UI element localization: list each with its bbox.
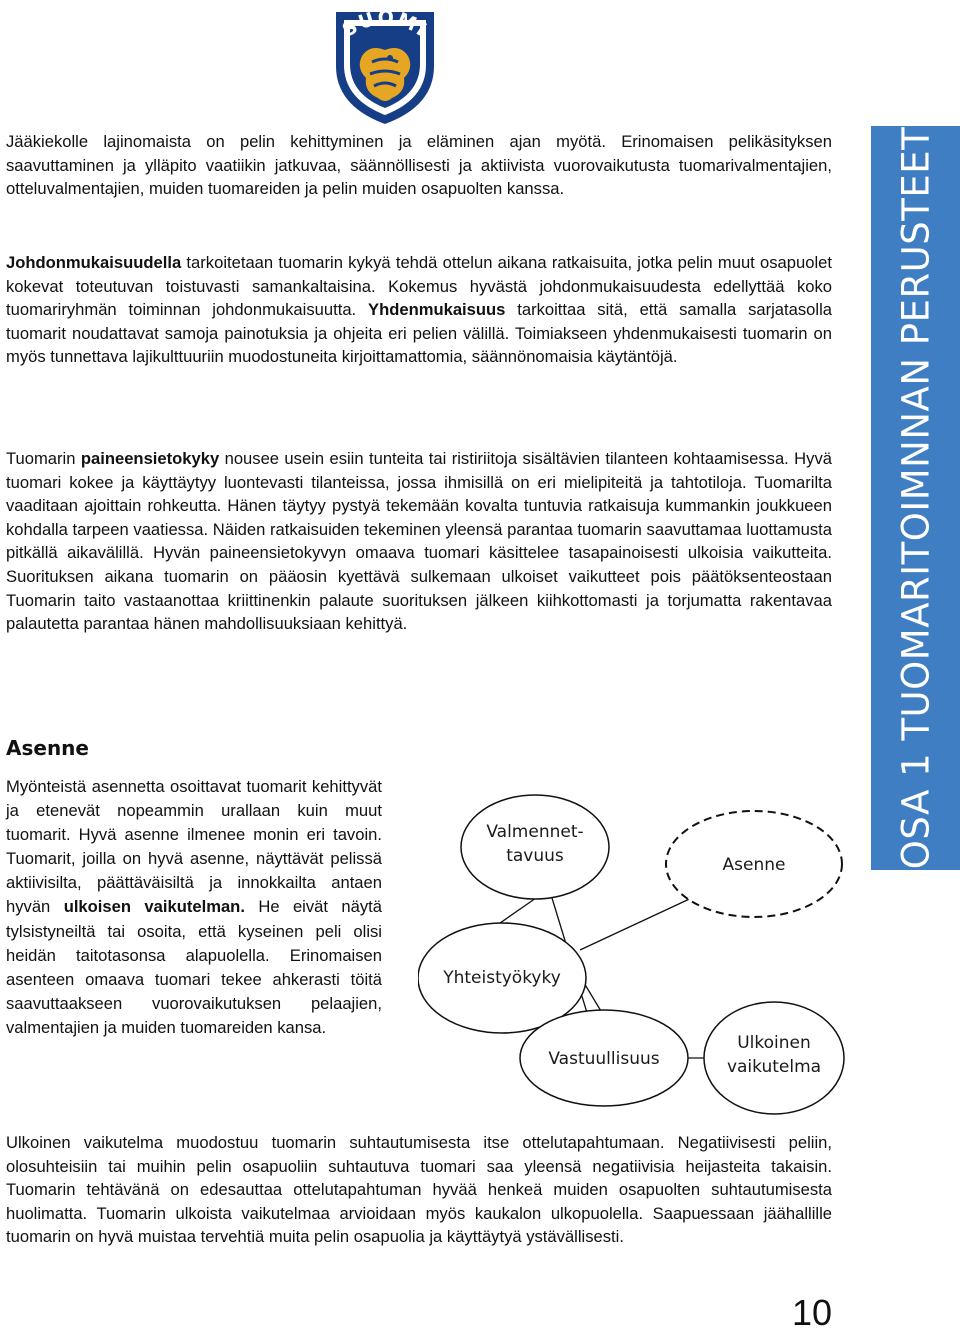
term-yhdenmukaisuus: Yhdenmukaisuus bbox=[368, 300, 506, 320]
paragraph-text: nousee usein esiin tunteita tai ristiriitoja sisältävien tilanteen kohtaamisessa. Hyvä tuomari kokee ja käyttäytyy luontevasti tilanteissa, jossa ihmisillä on eri mielipiteitä ja tahtotiloja. Tuomarilta vaaditaan ajoittain rohkeutta. Hänen täytyy pystyä tekemään kovalta tuntuvia ratkaisuja kummankin joukkueen kohdalla tarpeen vaatiessa. Näiden ratkaisuiden tekeminen yleensä parantaa tuomarin saavuttamaa luottamusta pitkällä aikavälillä. Hyvän paineensietokyvyn omaava tuomari käsittelee tasapainoisesti ulkoisia vaikutteita. Suorituksen aikana tuomarin on pääosin kyettävä sulkemaan ulkoiset vaikutteet pois päätöksenteostaan Tuomarin taito vastaanottaa kriittinenkin palaute suorituksen jälkeen kiihkottomasti ja torjumatta rakentavaa palautetta parantaa hänen mahdollisuuksiaan kehittyä. bbox=[6, 449, 832, 634]
term-johdonmukaisuus: Johdonmukaisuudella bbox=[6, 253, 182, 272]
node-label: Vastuullisuus bbox=[548, 1049, 660, 1069]
paragraph-text: tarkoittaa sitä, että samalla sarjatasolla tuomarit noudattavat samoja painotuksia ja ohjeita eri pelien välillä. Toimiakseen yhdenmukaisesti tuomarin on myös tunnettava lajikulttuuriin muodostuneita kirjoittamattomia, säännönomaisia käytäntöjä. bbox=[6, 300, 832, 367]
page-number: 10 bbox=[791, 1292, 832, 1333]
paragraph-text: Myönteistä asennetta osoittavat tuomarit kehittyvät ja etenevät nopeammin urallaan kuin muut tuomarit. Hyvä asenne ilmenee monin eri tavoin. Tuomarit, joilla on hyvä asenne, näyttävät pelissä aktiivisilta, päättäväisiltä ja innokkailta antaen hyvän bbox=[6, 777, 382, 917]
section-title: OSA 1 TUOMARITOIMNNAN PERUSTEET bbox=[894, 126, 937, 870]
node-label: Valmennet- bbox=[486, 822, 584, 842]
paragraph-external-impression: Ulkoinen vaikutelma muodostuu tuomarin suhtautumisesta itse ottelutapahtumaan. Negatiivisesti peliin, olosuhteisiin tai muihin pelin osapuoliin suhtautuva tuomari saa yleensä negatiivisia heijasteita takaisin. Tuomarin tehtävänä on edesauttaa ottelutapahtuman hyvää henkeä muiden osapuolten suhtautumisesta huolimatta. Tuomarin ulkoista vaikutelmaa arvioidaan myös kaukalon ulkopuolella. Saapuessaan jäähallille tuomarin on hyvä muistaa tervehtiä muita pelin osapuolia ja käyttäytyä ystävällisesti. bbox=[6, 1133, 832, 1247]
term-paineensietokyky: paineensietokyky bbox=[80, 449, 220, 468]
node-label: vaikutelma bbox=[726, 1057, 822, 1077]
node-label: Asenne bbox=[722, 855, 786, 875]
paragraph-text: He eivät näytä tylsistyneiltä tai osoita, että kyseinen peli olisi heidän taitotasonsa alapuolella. Erinomaisen asenteen omaava tuomari tekee ahkerasti töitä saavuttaakseen vuorovaikutuksen pelaajien, valmentajien ja muiden tuomareiden kansa. bbox=[6, 897, 383, 1037]
attitude-diagram bbox=[418, 775, 858, 1120]
paragraph-text: Tuomarin bbox=[6, 449, 81, 468]
node-label: Yhteistyökyky bbox=[443, 968, 561, 988]
paragraph-intro: Jääkiekolle lajinomaista on pelin kehittyminen ja eläminen ajan myötä. Erinomaisen pelikäsityksen saavuttaminen ja ylläpito vaatiikin jatkuvaa, säännöllisesti ja aktiivista vuorovaikutusta tuomarivalmentajien, otteluvalmentajien, muiden tuomareiden ja pelin muiden osapuolten kanssa. bbox=[6, 132, 832, 199]
paragraph-consistency bbox=[6, 251, 832, 369]
suomi-logo bbox=[330, 2, 440, 127]
diagram-connector bbox=[580, 895, 698, 950]
node-label: Ulkoinen bbox=[737, 1033, 811, 1053]
section-side-tab bbox=[871, 126, 960, 870]
term-ulkoinen-vaikutelma: ulkoisen vaikutelman. bbox=[63, 897, 245, 917]
paragraph-attitude bbox=[6, 775, 382, 1040]
section-heading: Asenne bbox=[6, 736, 89, 760]
node-label: tavuus bbox=[506, 846, 564, 866]
paragraph-pressure bbox=[6, 447, 832, 636]
paragraph-text: tarkoitetaan tuomarin kykyä tehdä ottelun aikana ratkaisuita, jotka pelin muut osapuolet kokevat toteutuvan toistuvasti samankaltaisina. Kokemus hyvästä johdonmukaisuudesta edellyttää koko tuomariryhmän toiminnan johdonmukaisuutta. bbox=[6, 253, 832, 320]
logo-text: SUOMI bbox=[338, 6, 432, 42]
